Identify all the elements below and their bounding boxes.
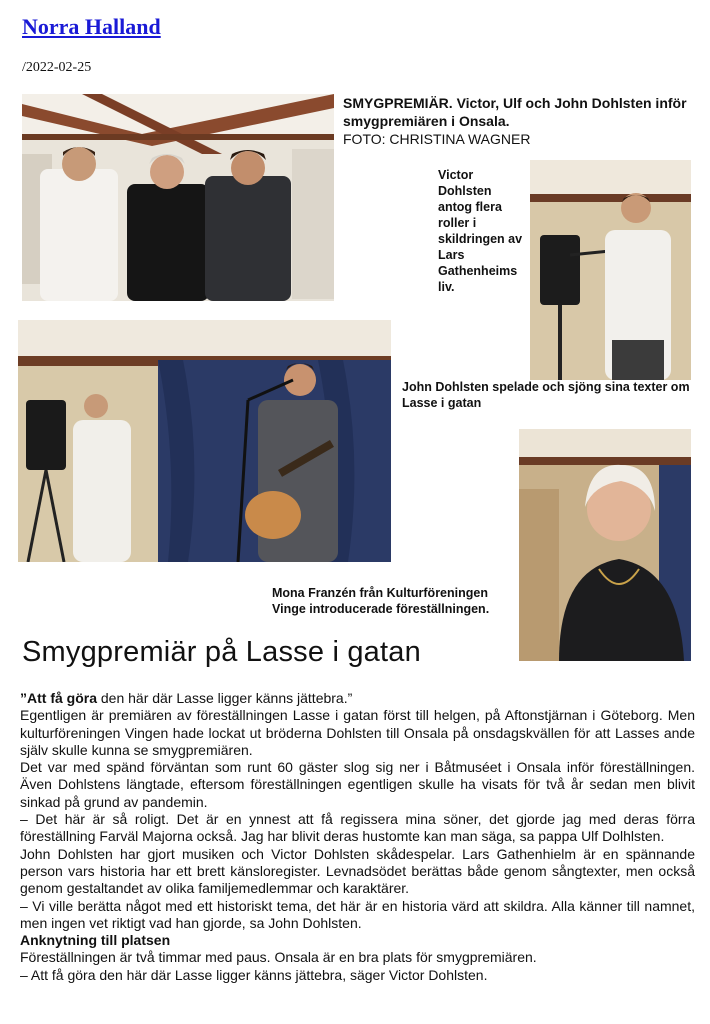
lead-bold: ”Att få göra xyxy=(20,690,97,706)
article-headline: Smygpremiär på Lasse i gatan xyxy=(22,636,421,668)
article-subheading: Anknytning till platsen xyxy=(20,932,171,949)
paragraph: – Vi ville berätta något med ett historiskt tema, det här är en historia värd att skildra. Alla känner till namnet, men ingen vet riktigt vad han gjorde, sa John Dohlsten. xyxy=(20,897,695,931)
photo-victor-stage xyxy=(530,160,691,380)
paragraph: Egentligen är premiären av föreställningen Lasse i gatan först till helgen, på Aftonstjärnan i Göteborg. Men kulturföreningen Vingen hade lockat ut bröderna Dohlsten till Onsala på onsdagskvällen för att Lasses ande själv skulle kunna se smygpremiären. xyxy=(20,707,695,758)
photo-mona xyxy=(519,429,691,661)
publish-date: /2022-02-25 xyxy=(22,60,92,75)
lead-paragraph xyxy=(20,690,695,707)
photo-dohlsten-trio xyxy=(22,94,334,301)
article-body xyxy=(20,690,695,984)
photo-john-guitar xyxy=(18,320,391,562)
paragraph: – Det här är så roligt. Det är en ynnest att få regissera mina söner, det gjorde jag med deras förra föreställning Farväl Majorna också. Jag har blivit deras hustomte kan man säga, sa pappa Ulf Dolhlsten. xyxy=(20,811,695,845)
main-photo-caption xyxy=(343,94,693,148)
photo-credit: FOTO: CHRISTINA WAGNER xyxy=(343,131,531,147)
lead-rest: den här där Lasse ligger känns jättebra.” xyxy=(97,690,353,706)
paragraph: – Att få göra den här där Lasse ligger känns jättebra, säger Victor Dohlsten. xyxy=(20,966,488,983)
paragraph: John Dohlsten har gjort musiken och Victor Dohlsten skådespelar. Lars Gathenhielm är en spännande person vars historia har ett brett känsloregister. Levnadsödet berättas både genom sångtexter, men också genom gestaltandet av olika familjemedlemmar och karaktärer. xyxy=(20,845,695,897)
paragraph: Det var med spänd förväntan som runt 60 gäster slog sig ner i Båtmuséet i Onsala inför föreställningen. Även Dohlstens längtade, eftersom föreställningen egentligen skulle ha visats för två år sedan men blivit sinkad på grund av pandemin. xyxy=(20,759,695,810)
main-caption-title: SMYGPREMIÄR. Victor, Ulf och John Dohlsten inför smygpremiären i Onsala. xyxy=(343,95,687,129)
mona-caption: Mona Franzén från Kulturföreningen Vinge introducerade föreställningen. xyxy=(272,586,490,616)
paragraph: Föreställningen är två timmar med paus. Onsala är en bra plats för smygpremiären. xyxy=(20,949,537,966)
masthead-link[interactable]: Norra Halland xyxy=(22,14,161,39)
victor-caption: Victor Dohlsten antog flera roller i skildringen av Lars Gathenheims liv. xyxy=(438,168,523,294)
john-caption: John Dohlsten spelade och sjöng sina texter om Lasse i gatan xyxy=(402,380,690,410)
